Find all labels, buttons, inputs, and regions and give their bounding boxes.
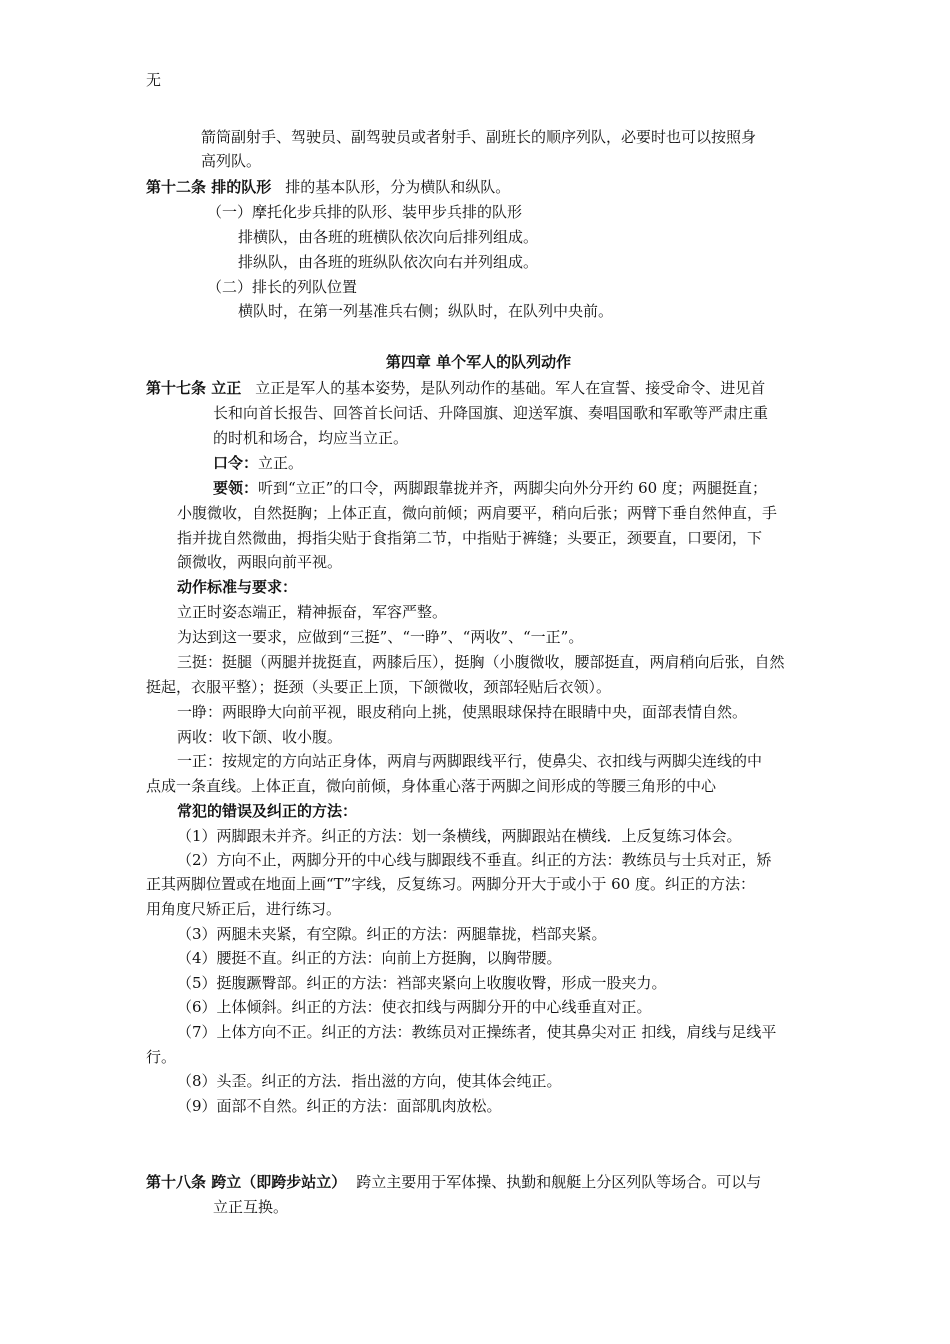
list-item: （9）面部不自然。纠正的方法：面部肌肉放松。 <box>177 1097 502 1115</box>
paragraph-line: 颌微收，两眼向前平视。 <box>177 553 343 571</box>
article-18-text: 跨立主要用于军体操、执勤和舰艇上分区列队等场合。可以与 <box>356 1173 762 1191</box>
article-18-line <box>146 1170 811 1194</box>
paragraph-line: 高列队。 <box>201 152 262 170</box>
standards-title: 动作标准与要求： <box>177 578 298 596</box>
article-12-line <box>146 175 811 199</box>
list-item-continuation: 正其两脚位置或在地面上画“T”字线，反复练习。两脚分开大于或小于 60 度。纠正的方法： <box>146 875 755 893</box>
list-item: （1）两脚跟未并齐。纠正的方法：划一条横线，两脚跟站在横线．上反复练习体会。 <box>177 827 742 845</box>
paragraph-line: 立正时姿态端正，精神振奋，军容严整。 <box>177 603 448 621</box>
page-header: 无 <box>146 71 162 89</box>
essentials-line <box>213 476 813 500</box>
article-17-line <box>146 376 811 400</box>
article-18-title: 第十八条 跨立（即跨步站立） <box>146 1173 347 1191</box>
paragraph-line: 挺起，衣服平整）；挺颈（头要正上顶，下颌微收，颈部轻贴后衣领）。 <box>146 678 612 696</box>
section-heading: （一）摩托化步兵排的队形、装甲步兵排的队形 <box>207 203 523 221</box>
chapter-title: 第四章 单个军人的队列动作 <box>385 353 572 371</box>
paragraph-line: 一睁：两眼睁大向前平视，眼皮稍向上挑，使黑眼球保持在眼睛中央，面部表情自然。 <box>177 703 748 721</box>
list-item-continuation: 行。 <box>146 1048 177 1066</box>
article-17-title: 第十七条 立正 <box>146 379 242 397</box>
command-label: 口令： <box>213 454 259 472</box>
paragraph-line: 为达到这一要求，应做到“三挺”、“一睁”、“两收”、“一正”。 <box>177 628 584 646</box>
article-12-title: 第十二条 排的队形 <box>146 178 272 196</box>
paragraph-line: 小腹微收，自然挺胸；上体正直，微向前倾；两肩要平，稍向后张；两臂下垂自然伸直，手 <box>177 504 778 522</box>
paragraph-line: 长和向首长报告、回答首长问话、升降国旗、迎送军旗、奏唱国歌和军歌等严肃庄重 <box>213 404 769 422</box>
paragraph-line: 立正互换。 <box>213 1198 289 1216</box>
paragraph-line: 指并拢自然微曲，拇指尖贴于食指第二节，中指贴于裤缝；头要正，颈要直，口要闭，下 <box>177 529 763 547</box>
errors-title: 常犯的错误及纠正的方法： <box>177 802 358 820</box>
paragraph-line: 排纵队，由各班的班纵队依次向右并列组成。 <box>238 253 539 271</box>
paragraph-line: 箭筒副射手、驾驶员、副驾驶员或者射手、副班长的顺序列队，必要时也可以按照身 <box>201 128 757 146</box>
section-heading: （二）排长的列队位置 <box>207 278 358 296</box>
list-item: （2）方向不止，两脚分开的中心线与脚跟线不垂直。纠正的方法：教练员与士兵对正，矫 <box>177 851 772 869</box>
list-item: （8）头歪。纠正的方法．指出滋的方向，使其体会纯正。 <box>177 1072 562 1090</box>
command-text: 立正。 <box>258 454 304 472</box>
list-item: （4）腰挺不直。纠正的方法：向前上方挺胸，以胸带腰。 <box>177 949 562 967</box>
paragraph-line: 两收：收下颌、收小腹。 <box>177 728 343 746</box>
list-item: （3）两腿未夹紧，有空隙。纠正的方法：两腿靠拢，档部夹紧。 <box>177 925 607 943</box>
list-item-continuation: 用角度尺矫正后，进行练习。 <box>146 900 342 918</box>
paragraph-line: 排横队，由各班的班横队依次向后排列组成。 <box>238 228 539 246</box>
essentials-label: 要领： <box>213 479 259 497</box>
paragraph-line: 的时机和场合，均应当立正。 <box>213 429 409 447</box>
list-item: （5）挺腹蹶臀部。纠正的方法：裆部夹紧向上收腹收臀，形成一股夹力。 <box>177 974 667 992</box>
list-item: （6）上体倾斜。纠正的方法：使衣扣线与两脚分开的中心线垂直对正。 <box>177 998 652 1016</box>
article-12-text: 排的基本队形，分为横队和纵队。 <box>285 178 511 196</box>
paragraph-line: 横队时，在第一列基准兵右侧；纵队时，在队列中央前。 <box>238 302 614 320</box>
command-line <box>213 451 878 475</box>
paragraph-line: 一正：按规定的方向站正身体，两肩与两脚跟线平行，使鼻尖、衣扣线与两脚尖连线的中 <box>177 752 763 770</box>
list-item: （7）上体方向不正。纠正的方法：教练员对正操练者，使其鼻尖对正 扣线，肩线与足线平 <box>177 1023 777 1041</box>
article-17-text: 立正是军人的基本姿势，是队列动作的基础。军人在宣誓、接受命令、进见首 <box>255 379 766 397</box>
paragraph-line: 三挺：挺腿（两腿并拢挺直，两膝后压），挺胸（小腹微收，腰部挺直，两肩稍向后张，自然 <box>177 653 785 671</box>
paragraph-line: 点成一条直线。上体正直，微向前倾，身体重心落于两脚之间形成的等腰三角形的中心 <box>146 777 717 795</box>
essentials-text: 听到“立正”的口令，两脚跟靠拢并齐，两脚尖向外分开约 60 度；两腿挺直； <box>258 479 767 497</box>
